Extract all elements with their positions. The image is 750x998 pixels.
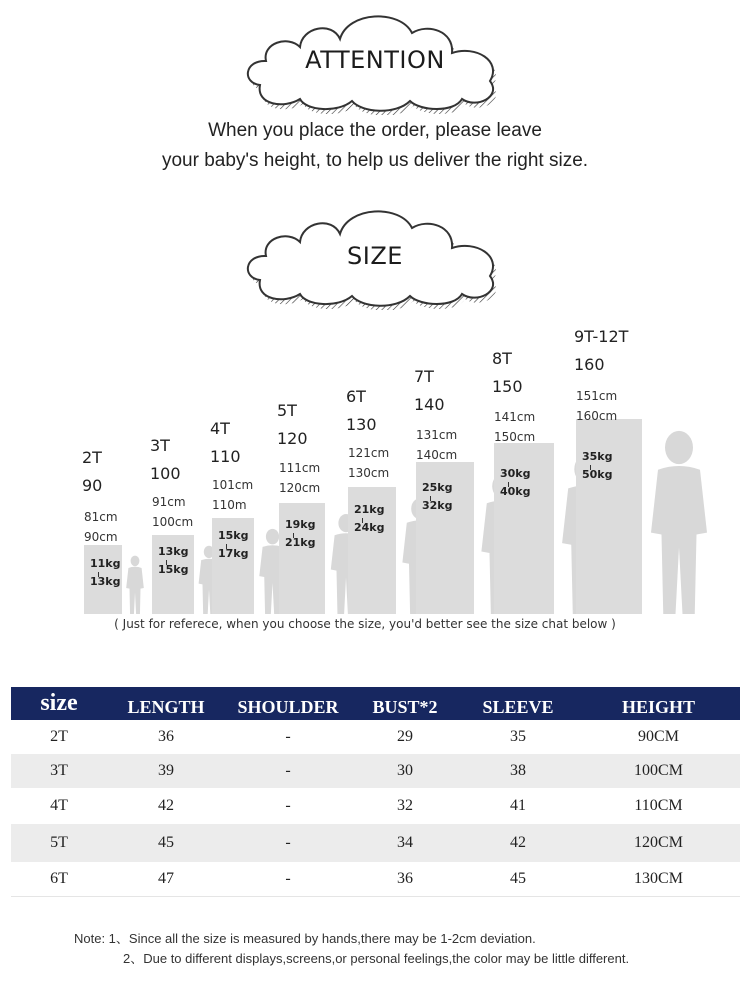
cm-from: 81cm <box>84 510 118 524</box>
table-cell: 35 <box>510 728 526 745</box>
cm-from: 141cm <box>494 410 536 424</box>
table-cell: 3T <box>11 754 107 788</box>
table-row <box>11 788 740 824</box>
header-bust: BUST*2 <box>351 687 459 720</box>
table-row <box>11 754 740 788</box>
kg-from: 21kg <box>354 503 385 516</box>
cm-to: 110m <box>212 498 247 512</box>
table-row <box>11 720 740 754</box>
header-height: HEIGHT <box>577 687 740 720</box>
table-cell: 42 <box>459 824 577 862</box>
height-label: 150 <box>492 377 523 396</box>
size-cloud <box>240 200 510 310</box>
table-cell: 90CM <box>638 728 679 745</box>
kg-from: 25kg <box>422 481 453 494</box>
notice-line-1: When you place the order, please leave <box>208 120 542 141</box>
note-line-1: Note: 1、Since all the size is measured by hands,there may be 1-2cm deviation. <box>74 931 536 946</box>
table-cell: 36 <box>158 728 174 745</box>
table-row <box>11 862 740 896</box>
table-cell: 2T <box>50 728 68 745</box>
table-cell: 30 <box>351 754 459 788</box>
height-label: 110 <box>210 447 241 466</box>
table-cell: 5T <box>11 824 107 862</box>
cm-from: 91cm <box>152 495 186 509</box>
size-label: 3T <box>150 436 170 455</box>
cm-to: 120cm <box>279 481 321 495</box>
table-cell: 110CM <box>634 797 683 814</box>
kg-from: 13kg <box>158 545 189 558</box>
table-cell: 4T <box>50 797 68 814</box>
cm-from: 101cm <box>212 478 254 492</box>
table-cell: - <box>225 824 351 862</box>
table-cell: 47 <box>107 862 225 896</box>
size-label: 9T-12T <box>574 327 629 346</box>
header-length: LENGTH <box>107 687 225 720</box>
kg-from: 19kg <box>285 518 316 531</box>
kg-to: 32kg <box>422 499 453 512</box>
table-cell: 29 <box>397 728 413 745</box>
height-label: 130 <box>346 415 377 434</box>
cm-from: 111cm <box>279 461 321 475</box>
size-title: SIZE <box>347 242 403 270</box>
kg-to: 40kg <box>500 485 531 498</box>
kg-to: 13kg <box>90 575 121 588</box>
table-cell: 41 <box>510 797 526 814</box>
size-label: 4T <box>210 419 230 438</box>
kg-to: 24kg <box>354 521 385 534</box>
size-label: 7T <box>414 367 434 386</box>
size-label: 2T <box>82 448 102 467</box>
kg-to: 21kg <box>285 536 316 549</box>
height-label: 100 <box>150 464 181 483</box>
table-cell: - <box>225 862 351 896</box>
table-cell: 100CM <box>577 754 740 788</box>
table-cell: - <box>285 797 291 814</box>
table-cell: 45 <box>107 824 225 862</box>
attention-cloud <box>240 5 510 115</box>
header-size: size <box>11 687 107 720</box>
height-label: 160 <box>574 355 605 374</box>
height-label: 140 <box>414 395 445 414</box>
size-label: 6T <box>346 387 366 406</box>
kg-from: 35kg <box>582 450 613 463</box>
height-label: 120 <box>277 429 308 448</box>
size-label: 8T <box>492 349 512 368</box>
size-table <box>11 687 740 897</box>
table-cell: 36 <box>351 862 459 896</box>
cm-to: 130cm <box>348 466 390 480</box>
cm-to: 150cm <box>494 430 536 444</box>
header-sleeve: SLEEVE <box>459 687 577 720</box>
note-line-2: 2、Due to different displays,screens,or personal feelings,the color may be little different. <box>123 951 630 966</box>
table-cell: 39 <box>107 754 225 788</box>
table-cell: - <box>225 754 351 788</box>
table-cell: 38 <box>459 754 577 788</box>
cm-to: 90cm <box>84 530 118 544</box>
kg-to: 17kg <box>218 547 249 560</box>
header-shoulder: SHOULDER <box>225 687 351 720</box>
child-silhouette-icon <box>124 555 146 614</box>
cm-to: 160cm <box>576 409 618 423</box>
table-cell: 34 <box>351 824 459 862</box>
cm-to: 140cm <box>416 448 458 462</box>
chart-note: ( Just for referece, when you choose the size, you'd better see the size chat below ) <box>114 617 616 631</box>
height-label: 90 <box>82 476 103 495</box>
notice-line-2: your baby's height, to help us deliver the right size. <box>161 150 589 171</box>
cm-to: 100cm <box>152 515 194 529</box>
kg-from: 30kg <box>500 467 531 480</box>
table-cell: 32 <box>397 797 413 814</box>
cm-from: 121cm <box>348 446 390 460</box>
child-silhouette-icon <box>644 429 714 614</box>
table-cell: 130CM <box>577 862 740 896</box>
table-cell: 6T <box>11 862 107 896</box>
table-cell: 120CM <box>577 824 740 862</box>
kg-to: 50kg <box>582 468 613 481</box>
table-row <box>11 824 740 862</box>
table-cell: 42 <box>158 797 174 814</box>
kg-from: 15kg <box>218 529 249 542</box>
table-header-row <box>11 687 740 720</box>
attention-title: ATTENTION <box>305 46 445 74</box>
kg-to: 15kg <box>158 563 189 576</box>
size-label: 5T <box>277 401 297 420</box>
table-cell: 45 <box>459 862 577 896</box>
table-cell: - <box>285 728 291 745</box>
cm-from: 151cm <box>576 389 618 403</box>
cm-from: 131cm <box>416 428 458 442</box>
kg-from: 11kg <box>90 557 121 570</box>
